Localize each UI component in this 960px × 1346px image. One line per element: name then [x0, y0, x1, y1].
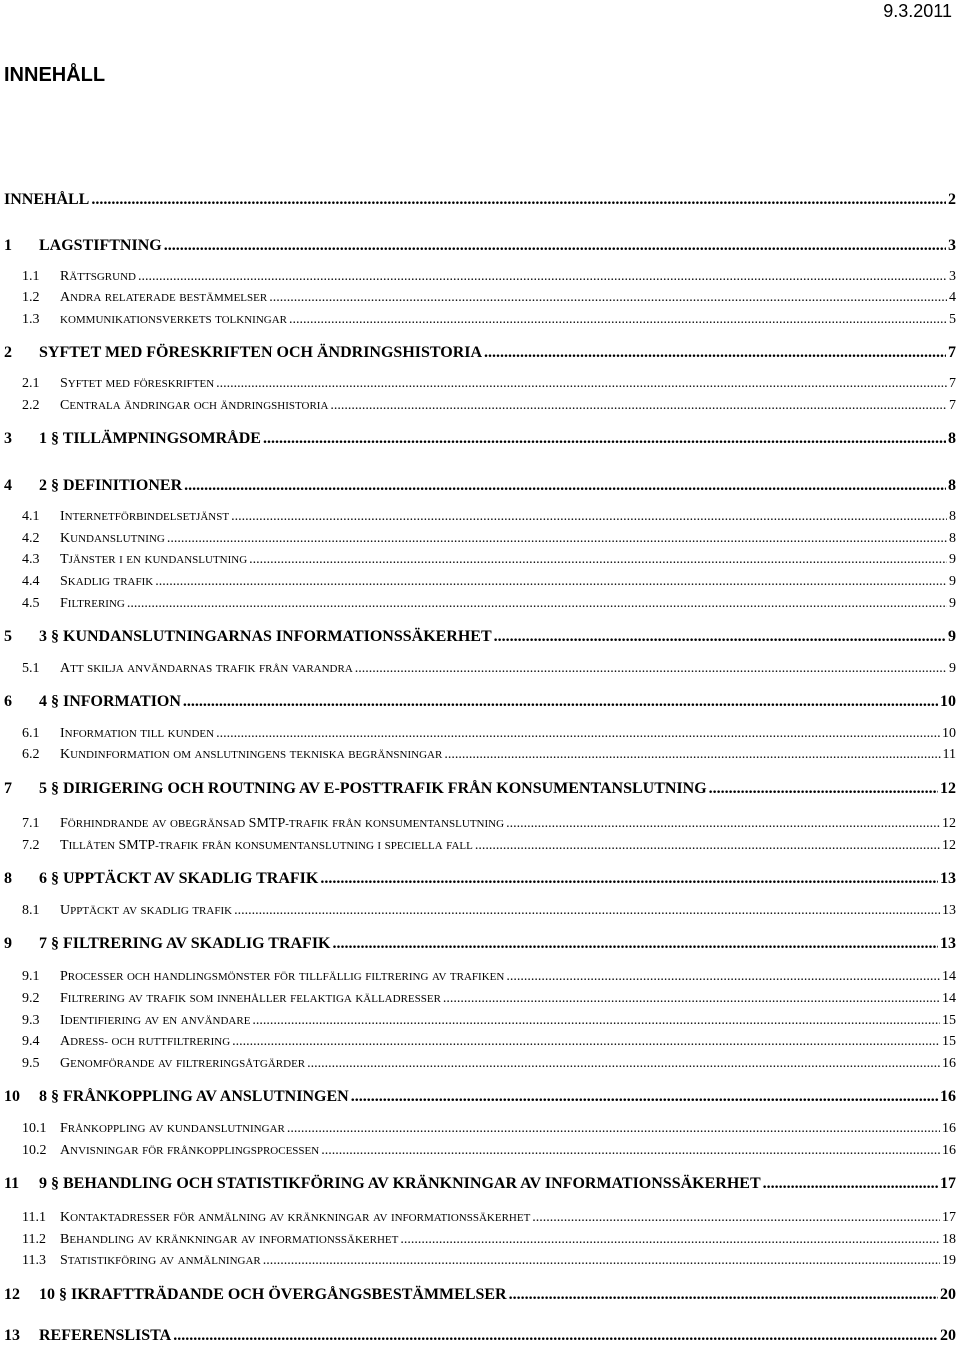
toc-dot-leader: [321, 1142, 940, 1160]
toc-entry-title: INTERNETFÖRBINDELSETJÄNST: [60, 509, 230, 524]
toc-entry-page-number: 8: [949, 531, 956, 546]
toc-entry[interactable]: [4, 1285, 956, 1305]
toc-dot-leader: [475, 837, 940, 855]
toc-entry-title: ATT SKILJA ANVÄNDARNAS TRAFIK FRÅN VARANDRA: [60, 661, 353, 676]
toc-dot-leader: [287, 1120, 940, 1138]
toc-entry-title: RÄTTSGRUND: [60, 269, 136, 284]
toc-entry[interactable]: [4, 1087, 956, 1107]
toc-entry-number: 11.1: [22, 1210, 46, 1225]
toc-entry-page-number: 7: [949, 398, 956, 413]
toc-entry-page-number: 14: [942, 969, 956, 984]
toc-entry[interactable]: [4, 1033, 956, 1051]
toc-entry-number: 5: [4, 628, 12, 645]
toc-entry-page-number: 9: [949, 552, 956, 567]
toc-entry-page-number: 16: [942, 1143, 956, 1158]
toc-entry-page-number: 18: [942, 1232, 956, 1247]
toc-entry-number: 1.3: [22, 312, 40, 327]
toc-entry-page-number: 12: [940, 780, 956, 797]
toc-entry[interactable]: [4, 508, 956, 526]
toc-dot-leader: [232, 1033, 940, 1051]
toc-entry-page-number: 15: [942, 1013, 956, 1028]
toc-entry-title: 6 § UPPTÄCKT AV SKADLIG TRAFIK: [39, 870, 319, 887]
toc-entry-title: 4 § INFORMATION: [39, 693, 181, 710]
toc-entry-title: 1 § TILLÄMPNINGSOMRÅDE: [39, 430, 261, 447]
toc-entry-title: TILLÅTEN SMTP-TRAFIK FRÅN KONSUMENTANSLUTNING I SPECIELLA FALL: [60, 838, 473, 853]
toc-entry-number: 8: [4, 870, 12, 887]
toc-dot-leader: [355, 660, 947, 678]
toc-entry[interactable]: [4, 397, 956, 415]
toc-entry-number: 2.2: [22, 398, 40, 413]
toc-entry-title: FÖRHINDRANDE AV OBEGRÄNSAD SMTP-TRAFIK FRÅN KONSUMENTANSLUTNING: [60, 816, 505, 831]
toc-entry[interactable]: [4, 746, 956, 764]
toc-entry[interactable]: [4, 236, 956, 256]
toc-entry[interactable]: [4, 627, 956, 647]
toc-entry-title: KONTAKTADRESSER FÖR ANMÄLNING AV KRÄNKNINGAR AV INFORMATIONSSÄKERHET: [60, 1210, 531, 1225]
toc-entry-number: 2.1: [22, 376, 40, 391]
toc-entry[interactable]: [4, 1120, 956, 1138]
toc-entry-title: UPPTÄCKT AV SKADLIG TRAFIK: [60, 903, 233, 918]
toc-entry-title: REFERENSLISTA: [39, 1327, 172, 1344]
toc-entry-page-number: 10: [942, 726, 956, 741]
toc-dot-leader: [155, 573, 947, 591]
toc-dot-leader: [184, 476, 946, 496]
page-date: 9.3.2011: [883, 1, 952, 21]
toc-entry-number: 11.2: [22, 1232, 46, 1247]
toc-dot-leader: [351, 1087, 938, 1107]
toc-dot-leader: [484, 343, 946, 363]
toc-entry-number: 4.4: [22, 574, 40, 589]
toc-entry-title: ANDRA RELATERADE BESTÄMMELSER: [60, 290, 268, 305]
toc-entry[interactable]: [4, 1055, 956, 1073]
toc-entry[interactable]: [4, 837, 956, 855]
toc-entry-title: 5 § DIRIGERING OCH ROUTNING AV E-POSTTRAFIK FRÅN KONSUMENTANSLUTNING: [39, 780, 707, 797]
toc-entry-title: STATISTIKFÖRING AV ANMÄLNINGAR: [60, 1253, 261, 1268]
toc-entry-title: KOMMUNIKATIONSVERKETS TOLKNINGAR: [60, 314, 287, 326]
toc-entry-title: SYFTET MED FÖRESKRIFTEN OCH ÄNDRINGSHISTORIA: [39, 344, 483, 361]
toc-dot-leader: [289, 311, 947, 329]
toc-entry-number: 1: [4, 237, 12, 254]
toc-dot-leader: [443, 990, 940, 1008]
toc-dot-leader: [506, 815, 940, 833]
toc-entry[interactable]: [4, 1252, 956, 1270]
toc-entry-page-number: 3: [949, 269, 956, 284]
toc-dot-leader: [231, 508, 947, 526]
toc-entry[interactable]: [4, 573, 956, 591]
toc-entry-number: 9.4: [22, 1034, 40, 1049]
toc-dot-leader: [269, 289, 947, 307]
toc-entry-title: 7 § FILTRERING AV SKADLIG TRAFIK: [39, 935, 331, 952]
toc-entry-number: 7.2: [22, 838, 40, 853]
toc-dot-leader: [127, 595, 947, 613]
toc-entry-page-number: 16: [942, 1121, 956, 1136]
toc-entry-page-number: 8: [949, 509, 956, 524]
toc-entry-title: ANVISNINGAR FÖR FRÅNKOPPLINGSPROCESSEN: [60, 1143, 320, 1158]
toc-entry[interactable]: [4, 902, 956, 920]
toc-entry-number: 4.5: [22, 596, 40, 611]
toc-entry-title: INFORMATION TILL KUNDEN: [60, 726, 215, 741]
toc-entry-number: 9: [4, 935, 12, 952]
toc-entry-page-number: 13: [940, 870, 956, 887]
toc-entry[interactable]: [4, 343, 956, 363]
toc-entry[interactable]: [4, 551, 956, 569]
toc-entry-number: 9.3: [22, 1013, 40, 1028]
toc-entry[interactable]: [4, 990, 956, 1008]
toc-entry[interactable]: [4, 968, 956, 986]
toc-dot-leader: [216, 375, 947, 393]
toc-entry-number: 4.3: [22, 552, 40, 567]
toc-entry-page-number: 16: [940, 1088, 956, 1105]
toc-dot-leader: [333, 934, 939, 954]
toc-entry[interactable]: [4, 190, 956, 210]
toc-entry-page-number: 5: [949, 312, 956, 327]
toc-entry-title: LAGSTIFTNING: [39, 237, 162, 254]
toc-entry-number: 8.1: [22, 903, 40, 918]
toc-entry-page-number: 19: [942, 1253, 956, 1268]
toc-entry[interactable]: [4, 934, 956, 954]
toc-dot-leader: [494, 627, 946, 647]
toc-entry-title: SYFTET MED FÖRESKRIFTEN: [60, 376, 215, 391]
document-heading: INNEHÅLL: [4, 64, 106, 86]
toc-entry-page-number: 17: [942, 1210, 956, 1225]
toc-dot-leader: [400, 1231, 940, 1249]
toc-dot-leader: [164, 236, 946, 256]
toc-entry-page-number: 17: [940, 1175, 956, 1192]
toc-entry-title: CENTRALA ÄNDRINGAR OCH ÄNDRINGSHISTORIA: [60, 398, 329, 413]
toc-entry-title: FILTRERING AV TRAFIK SOM INNEHÅLLER FELAKTIGA KÄLLADRESSER: [60, 991, 441, 1006]
toc-entry-title: SKADLIG TRAFIK: [60, 574, 154, 589]
toc-entry-page-number: 13: [942, 903, 956, 918]
toc-entry-number: 2: [4, 344, 12, 361]
toc-dot-leader: [330, 397, 947, 415]
toc-entry[interactable]: [4, 530, 956, 548]
toc-dot-leader: [167, 530, 947, 548]
toc-entry-title: 9 § BEHANDLING OCH STATISTIKFÖRING AV KRÄNKNINGAR AV INFORMATIONSSÄKERHET: [39, 1175, 761, 1192]
toc-entry-title: TJÄNSTER I EN KUNDANSLUTNING: [60, 552, 248, 567]
toc-entry-number: 4: [4, 477, 12, 494]
toc-entry-title: 8 § FRÅNKOPPLING AV ANSLUTNINGEN: [39, 1088, 349, 1105]
toc-entry-page-number: 16: [942, 1056, 956, 1071]
toc-entry-page-number: 8: [948, 430, 956, 447]
toc-entry-number: 4.1: [22, 509, 40, 524]
toc-entry-number: 11.3: [22, 1253, 46, 1268]
toc-entry-page-number: 10: [940, 693, 956, 710]
toc-entry-page-number: 14: [942, 991, 956, 1006]
toc-entry[interactable]: [4, 660, 956, 678]
toc-entry[interactable]: [4, 815, 956, 833]
toc-entry[interactable]: [4, 268, 956, 286]
toc-entry-title: KUNDANSLUTNING: [60, 531, 165, 546]
toc-entry-number: 9.2: [22, 991, 40, 1006]
toc-entry-number: 5.1: [22, 661, 40, 676]
toc-dot-leader: [216, 725, 940, 743]
toc-entry[interactable]: [4, 289, 956, 307]
toc-entry-page-number: 3: [948, 237, 956, 254]
toc-entry[interactable]: [4, 476, 956, 496]
toc-entry-page-number: 12: [942, 838, 956, 853]
toc-dot-leader: [173, 1326, 938, 1346]
toc-entry[interactable]: [4, 1231, 956, 1249]
toc-entry-page-number: 4: [949, 290, 956, 305]
toc-dot-leader: [506, 968, 940, 986]
toc-entry[interactable]: [4, 1142, 956, 1160]
toc-entry[interactable]: [4, 1209, 956, 1227]
toc-entry-number: 3: [4, 430, 12, 447]
toc-entry[interactable]: [4, 1326, 956, 1346]
toc-dot-leader: [444, 746, 940, 764]
toc-entry-title: 2 § DEFINITIONER: [39, 477, 183, 494]
toc-entry-page-number: 15: [942, 1034, 956, 1049]
toc-entry-title: FRÅNKOPPLING AV KUNDANSLUTNINGAR: [60, 1121, 285, 1136]
toc-entry-number: 6.2: [22, 747, 40, 762]
toc-dot-leader: [263, 429, 946, 449]
toc-entry-number: 10: [4, 1088, 20, 1105]
toc-entry-number: 7.1: [22, 816, 40, 831]
toc-entry-page-number: 12: [942, 816, 956, 831]
toc-entry-title: ADRESS- OCH RUTTFILTRERING: [60, 1034, 231, 1049]
toc-entry-number: 7: [4, 780, 12, 797]
toc-entry-number: 6.1: [22, 726, 40, 741]
toc-entry-number: 10.2: [22, 1143, 47, 1158]
toc-dot-leader: [320, 869, 938, 889]
toc-dot-leader: [532, 1209, 940, 1227]
toc-entry[interactable]: [4, 869, 956, 889]
toc-entry-number: 9.1: [22, 969, 40, 984]
toc-entry-number: 13: [4, 1327, 20, 1344]
toc-entry-page-number: 9: [949, 661, 956, 676]
toc-entry-page-number: 7: [949, 376, 956, 391]
toc-dot-leader: [138, 268, 947, 286]
toc-entry-page-number: 20: [940, 1327, 956, 1344]
toc-entry-page-number: 8: [948, 477, 956, 494]
toc-entry-number: 6: [4, 693, 12, 710]
toc-entry[interactable]: [4, 595, 956, 613]
toc-entry-page-number: 20: [940, 1286, 956, 1303]
toc-entry[interactable]: [4, 429, 956, 449]
toc-entry[interactable]: [4, 725, 956, 743]
toc-dot-leader: [509, 1285, 938, 1305]
toc-entry-number: 11: [4, 1175, 20, 1192]
toc-entry[interactable]: [4, 311, 956, 329]
toc-entry[interactable]: [4, 1174, 956, 1194]
toc-entry[interactable]: [4, 1012, 956, 1030]
toc-dot-leader: [307, 1055, 940, 1073]
toc-entry[interactable]: [4, 779, 956, 799]
toc-entry-title: BEHANDLING AV KRÄNKNINGAR AV INFORMATIONSSÄKERHET: [60, 1232, 399, 1247]
toc-dot-leader: [763, 1174, 938, 1194]
toc-entry-title: PROCESSER OCH HANDLINGSMÖNSTER FÖR TILLFÄLLIG FILTRERING AV TRAFIKEN: [60, 969, 505, 984]
toc-entry-title: IDENTIFIERING AV EN ANVÄNDARE: [60, 1013, 251, 1028]
toc-entry-number: 4.2: [22, 531, 40, 546]
toc-entry-number: 9.5: [22, 1056, 40, 1071]
toc-entry-page-number: 11: [942, 747, 956, 762]
toc-entry-title: GENOMFÖRANDE AV FILTRERINGSÅTGÄRDER: [60, 1056, 306, 1071]
toc-dot-leader: [91, 190, 946, 210]
toc-entry-page-number: 9: [948, 628, 956, 645]
toc-dot-leader: [252, 1012, 940, 1030]
toc-dot-leader: [263, 1252, 940, 1270]
toc-entry-title: 3 § KUNDANSLUTNINGARNAS INFORMATIONSSÄKERHET: [39, 628, 492, 645]
toc-dot-leader: [183, 692, 938, 712]
toc-dot-leader: [249, 551, 947, 569]
toc-entry-page-number: 9: [949, 574, 956, 589]
toc-entry-title: INNEHÅLL: [4, 191, 90, 208]
toc-entry-title: 10 § IKRAFTTRÄDANDE OCH ÖVERGÅNGSBESTÄMMELSER: [39, 1286, 507, 1303]
toc-entry-number: 1.1: [22, 269, 40, 284]
toc-entry-number: 1.2: [22, 290, 40, 305]
toc-entry-number: 10.1: [22, 1121, 47, 1136]
toc-entry-title: FILTRERING: [60, 596, 125, 611]
toc-entry-page-number: 2: [948, 191, 956, 208]
toc-entry-number: 12: [4, 1286, 20, 1303]
toc-dot-leader: [709, 779, 938, 799]
toc-entry[interactable]: [4, 375, 956, 393]
toc-entry-title: KUNDINFORMATION OM ANSLUTNINGENS TEKNISKA BEGRÄNSNINGAR: [60, 747, 443, 762]
toc-entry-page-number: 7: [948, 344, 956, 361]
toc-entry-page-number: 9: [949, 596, 956, 611]
toc-entry[interactable]: [4, 692, 956, 712]
toc-entry-page-number: 13: [940, 935, 956, 952]
toc-dot-leader: [234, 902, 940, 920]
